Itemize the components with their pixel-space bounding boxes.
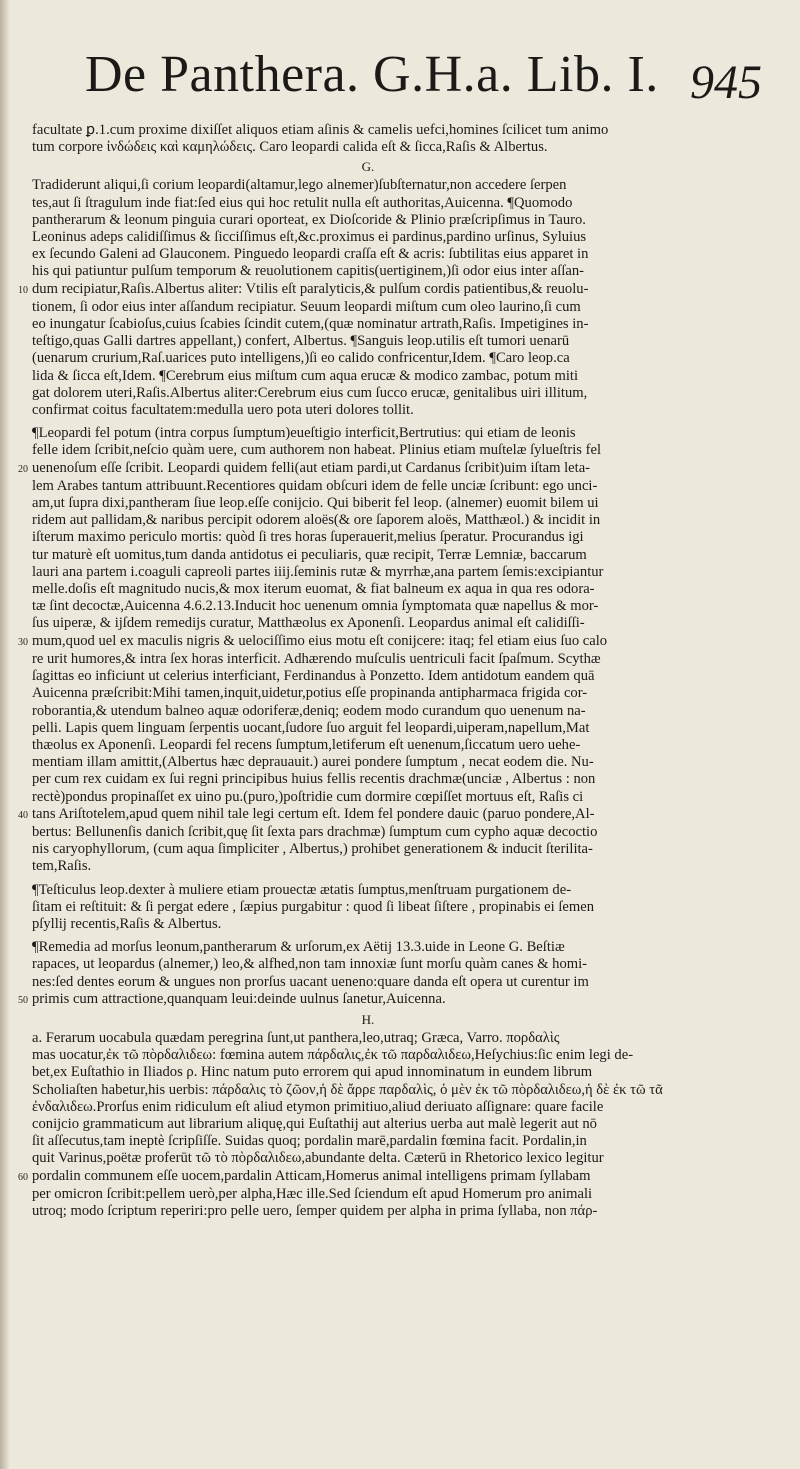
line-text: tans Ariſtotelem,apud quem nihil tale legi certum eſt. Idem fel pondere dauic (paruo pondere,Al- [32,805,595,822]
text-line [18,1030,718,1047]
line-number: 40 [18,809,28,821]
line-text: Auicenna præſcribit:Mihi tamen,inquit,uidetur,potius eſſe propinanda antipharmaca frigida cor- [32,685,588,702]
line-text: ¶Remedia ad morſus leonum,pantherarum & urſorum,ex Aëtij 13.3.uide in Leone G. Beſtiæ [32,939,565,956]
line-text: utroq; modo ſcriptum reperiri:pro pelle uero, ſemper quidem per alpha in prima ſyllaba, non πάρ- [32,1202,598,1219]
text-line [18,668,718,685]
line-text: facultate ꝑ.1.cum proxime dixiſſet aliquos etiam aſinis & camelis uefci,homines ſcilicet tum animo [32,122,609,138]
text-line [18,841,718,858]
text-line [18,316,718,333]
line-text: ridem aut pallidam,& naribus percipit odorem aloës(& ore ſaporem aloës, Matthæol.) & incidit in [32,512,601,529]
text-line [18,139,718,156]
line-text: mas uocatur,ἐκ τῶ πὸρδαλιδεω: fœmina autem πάρδαλις,ἐκ τῶ παρδαλιδεω,Heſychius:ſic enim legi de- [32,1047,634,1064]
text-line [18,882,718,899]
text-line [18,581,718,598]
page-number: 945 [690,56,762,109]
line-text: ἐνδαλιδεω.Prorſus enim ridiculum eſt aliud etymon primitiuo,aliud deriuato aſſignare: quare facile [32,1098,604,1115]
line-text: confirmat coitus facultatem:medulla uero pota uteri dolores tollit. [32,402,414,419]
text-line [18,1203,718,1220]
line-text: bet,ex Euſtathio in Iliados ρ. Hinc natum puto errorem qui apud innominatum in eundem librum [32,1064,593,1081]
line-text: uenenoſum eſſe ſcribit. Leopardi quidem felli(aut etiam pardi,ut Cardanus ſcribit)uim iſtam leta- [32,459,591,476]
text-line [18,402,718,419]
text-line [18,598,718,615]
line-text: pſyllij recentis,Raſis & Albertus. [32,915,222,932]
line-text: a. Ferarum uocabula quædam peregrina ſunt,ut panthera,leo,utraq; Græca, Varro. πορδαλὶς [32,1029,560,1046]
text-line [18,1082,718,1099]
line-text: thæolus ex Aponenſi. Leopardi fel recens ſumptum,letiferum eſt uenenum,ſiccatum uero uehe- [32,736,581,753]
line-text: Leoninus adeps calidiſſimus & ſicciſſimus eſt,&c.proximus ei pardinus,pardino urſinus, Syluius [32,229,587,246]
line-text: ex ſecundo Galeni ad Glauconem. Pinguedo leopardi craſſa eſt & acris: ſubtilitas eius apparet in [32,246,589,263]
text-line [18,1116,718,1133]
running-header [0,45,800,125]
text-line [18,1099,718,1116]
line-text: lem Arabes tantum attribuunt.Recentiores quidam obſcuri idem de felle unciæ ſcribunt: ego unci- [32,477,598,494]
text-line [18,899,718,916]
text-line [18,512,718,529]
text-line [18,350,718,367]
line-text: gat dolorem uteri,Raſis.Albertus aliter:Cerebrum eius cum ſucco erucæ, genitalibus uiri illitum, [32,384,588,401]
line-text: iſterum maximo periculo mortis: quòd ſi tres horas ſuperauerit,melius ſperatur. Procurandus igi [32,529,584,546]
line-text: primis cum attractione,quanquam leui:deinde uulnus ſanetur,Auicenna. [32,990,446,1007]
line-text: (uenarum crurium,Raſ.uarices puto intelligens,)ſi eo calido confricentur,Idem. ¶Caro leop.ca [32,350,570,367]
line-text: ¶Teſticulus leop.dexter à muliere etiam prouectæ ætatis ſumptus,menſtruam purgationem de- [32,881,572,898]
line-text: ſitam ei reſtituit: & ſi pergat edere , ſæpius purgabitur : quod ſi libeat ſiſtere , propinabis ei ſemen [32,898,595,915]
line-text: mentiam illam amittit,(Albertus hæc deprauauit.) aurei pondere ſumptum , necat eodem die. Nu- [32,754,594,771]
line-text: rectè)pondus propinaſſet ex uino pu.(puro,)poſtridie cum dormire cœpiſſet mortuus eſt, Raſis ci [32,788,584,805]
line-text: per cum rex cuidam ex ſui regni principibus huius fellis recentis drachmæ(unciæ , Albertus : non [32,771,596,788]
line-text: eo inungatur ſcabioſus,cuius ſcabies ſcindit cutem,(quæ nominatur artrath,Raſis. Impetigines in- [32,316,589,333]
text-line [18,478,718,495]
line-text: ſit aſſecutus,tam ineptè ſcripſiſſe. Suidas quoq; pordalin marē,pardalin fœmina facit. Pordalin,in [32,1133,587,1150]
text-line [18,564,718,581]
line-text: pelli. Lapis quem linguam ſerpentis uocant,ſudore ſuo arguit fel leopardi,uiperam,napellum,Mat [32,719,590,736]
text-line [18,789,718,806]
line-number: 50 [18,994,28,1006]
text-line [18,956,718,973]
line-text: H. [361,1011,375,1027]
text-line [18,633,718,651]
text-line [18,974,718,991]
line-text: bertus: Bellunenſis danich ſcribit,quę ſit ſexta pars drachmæ) ſumptum cum cypho aquæ decoctio [32,823,598,840]
text-line [18,615,718,632]
line-text: felle idem ſcribit,neſcio quàm uere, cum authorem non habeat. Plinius etiam muſtelæ ſylueſtris fel [32,442,601,459]
line-text: re urit humores,& intra ſex horas interficit. Adhærendo muſculis uentriculi facit ſpaſmum. Scythæ [32,650,601,667]
text-line [18,495,718,512]
text-line [18,177,718,194]
line-text: am,ut ſupra dixi,pantheram ſiue leop.eſſe conijcio. Qui biberit fel leop. (alnemer) euomit bilem ui [32,495,599,512]
line-text: per omicron ſcribit:pellem uerò,per alpha,Hæc ille.Sed ſciendum eſt apud Homerum pro animali [32,1185,593,1202]
line-text: his qui patiuntur pulſum temporum & reuolutionem capitis(uertiginem,)ſi odor eius inter aſſan- [32,263,585,280]
text-line [18,1150,718,1167]
line-text: pordalin communem eſſe uocem,pardalin Atticam,Homerus animal intelligens primam ſyllabam [32,1167,591,1184]
text-line [18,858,718,875]
text-line [18,442,718,459]
line-text: melle.doſis eſt magnitudo nucis,& mox iterum euomat, & fiat balneum ex aqua in qua res odora- [32,581,595,598]
line-text: ¶Leopardi fel potum (intra corpus ſumptum)eueſtigio interficit,Bertrutius: qui etiam de leonis [32,425,576,442]
text-line [18,299,718,316]
text-line [18,991,718,1009]
line-text: lauri ana partem i.coaguli capreoli partes iiij.ſeminis rutæ & myrrhæ,ana partem ſemis:excipiantur [32,563,604,580]
line-text: ſagittas eo inficiunt ut celerius interficiant, Ferdinandus à Ponzetto. Idem antidotum eandem quā [32,668,595,685]
text-line [18,425,718,442]
line-text: rapaces, ut leopardus (alnemer,) leo,& alfhed,non tam innoxiæ ſunt morſu quàm canes & homi- [32,956,588,973]
text-line [18,246,718,263]
line-text: teſtigo,quas Galli dartres appellant,) confert, Albertus. ¶Sanguis leop.utilis eſt tumori uenarū [32,333,570,350]
text-line [18,754,718,771]
text-line [18,333,718,350]
line-number: 20 [18,463,28,475]
line-number: 10 [18,284,28,296]
section-marker [18,159,718,175]
line-text: quit Varinus,poëtæ proferūt τῶ τὸ πὸρδαλιδεω,abundante delta. Cæterū in Rhetorico lexico legitur [32,1150,604,1167]
text-line [18,824,718,841]
line-text: dum recipiatur,Raſis.Albertus aliter: Vtilis eſt paralyticis,& pulſum cordis patientibus,& reuolu- [32,280,589,297]
text-line [18,720,718,737]
text-line [18,1133,718,1150]
text-line [18,703,718,720]
line-number: 30 [18,636,28,648]
line-text: Tradiderunt aliqui,ſi corium leopardi(altamur,lego alnemer)ſubſternatur,non accedere ſerpen [32,177,567,194]
line-text: tes,aut ſi ſtragulum inde fiat:ſed eius qui hoc retulit nulla eſt authoritas,Auicenna. ¶Quomodo [32,194,573,211]
text-line [18,460,718,478]
text-line [18,281,718,299]
line-text: tionem, ſi odor eius inter aſſandum recipiatur. Seuum leopardi miſtum cum oleo laurino,ſi cum [32,298,581,315]
line-text: tum corpore ἰνδώδεις καὶ καμηλώδεις. Caro leopardi calida eſt & ſicca,Raſis & Albertus. [32,139,548,156]
line-text: tur maturè eſt uomitus,tum danda antidotus ei peculiaris, quæ recipit, Terræ Lemniæ, baccarum [32,546,587,563]
text-line [18,651,718,668]
text-line [18,385,718,402]
text-line [18,1047,718,1064]
body-text [18,122,718,1220]
line-text: tem,Raſis. [32,858,92,875]
line-text: Scholiaſten habetur,his uerbis: πάρδαλις τὸ ζῶον,ἡ δὲ ἄρρε παρδαλὶς, ὁ μὲν ἐκ τῶ πὸρδαλιδεω,ἡ δὲ ἐκ τῶ τᾶ [32,1081,663,1098]
text-line [18,229,718,246]
text-line [18,685,718,702]
line-text: G. [361,159,375,175]
line-text: conijcio grammaticum aut librarium aliquę,qui Euſtathij aut alterius uerba aut malè legerit aut nō [32,1115,597,1132]
section-marker [18,1012,718,1028]
line-text: ſus uiperæ, & ijſdem remedijs curatur, Matthæolus ex Aponenſi. Leopardus animal eſt calidiſſi- [32,615,585,632]
text-line [18,547,718,564]
text-line [18,529,718,546]
text-line [18,916,718,933]
text-line [18,1186,718,1203]
text-line [18,368,718,385]
text-line [18,806,718,824]
text-line [18,939,718,956]
line-text: mum,quod uel ex maculis nigris & uelociſſimo eius motu eſt conijcere: itaq; fel etiam eius ſuo calo [32,632,608,649]
line-text: tæ ſint decoctæ,Auicenna 4.6.2.13.Inducit hoc uenenum omnia ſymptomata quæ napellus & mor- [32,598,599,615]
line-text: lida & ſicca eſt,Idem. ¶Cerebrum eius miſtum cum aqua erucæ & modico zambac, potum miti [32,367,579,384]
text-line [18,737,718,754]
text-line [18,212,718,229]
text-line [18,771,718,788]
text-line [18,1168,718,1186]
page-title: De Panthera. G.H.a. Lib. I. [85,46,659,103]
line-number: 60 [18,1171,28,1183]
text-line [18,195,718,212]
line-text: pantherarum & leonum pinguia curari oporteat, ex Dioſcoride & Plinio præſcripſimus in Tauro. [32,211,586,228]
text-line [18,122,718,139]
text-line [18,263,718,280]
line-text: roborantia,& utendum balneo aquæ odoriferæ,deniq; eodem modo curandum quo uenenum na- [32,702,586,719]
line-text: nes:ſed dentes eorum & ungues non prorſus uacant ueneno:quare danda eſt opera ut curentur im [32,973,589,990]
line-text: nis caryophyllorum, (cum aqua ſimpliciter , Albertus,) prohibet generationem & inducit ſterilita- [32,841,593,858]
text-line [18,1064,718,1081]
